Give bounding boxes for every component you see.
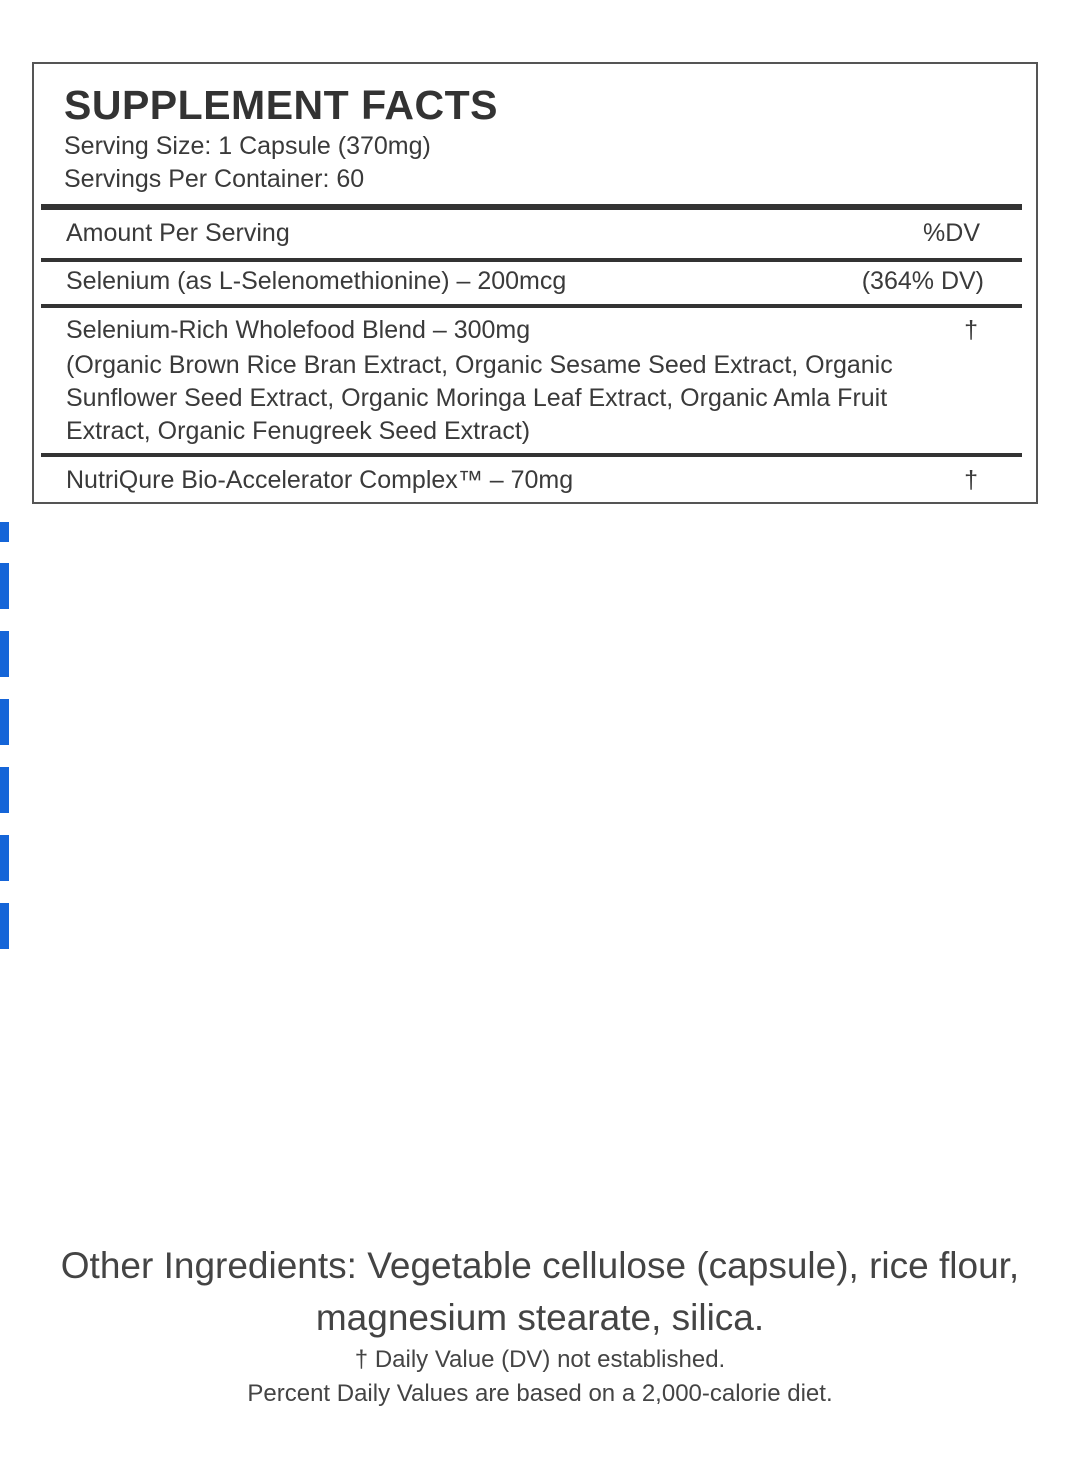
edge-dash	[0, 522, 9, 542]
edge-dash	[0, 631, 9, 677]
amount-per-serving-label: Amount Per Serving	[66, 219, 290, 247]
selenium-row-name: Selenium (as L-Selenomethionine) – 200mcg	[66, 267, 567, 295]
edge-dash	[0, 835, 9, 881]
bio-accelerator-dagger: †	[964, 466, 978, 494]
edge-dash	[0, 699, 9, 745]
edge-dash	[0, 903, 9, 949]
bio-accelerator-name: NutriQure Bio-Accelerator Complex™ – 70mg	[66, 466, 574, 494]
servings-per-container: Servings Per Container: 60	[64, 165, 365, 193]
selenium-row-dv: (364% DV)	[861, 267, 984, 295]
serving-size: Serving Size: 1 Capsule (370mg)	[64, 132, 431, 160]
other-ingredients: Other Ingredients: Vegetable cellulose (capsule), rice flour, magnesium stearate, silica.	[60, 1245, 1020, 1338]
divider	[41, 453, 1022, 457]
edge-dash	[0, 767, 9, 813]
facts-title: SUPPLEMENT FACTS	[64, 82, 498, 128]
divider	[41, 258, 1022, 262]
dv-column-label: %DV	[923, 219, 980, 247]
wholefood-blend-dagger: †	[964, 316, 978, 344]
dv-footnote: † Daily Value (DV) not established.	[354, 1346, 726, 1373]
wholefood-blend-ingredients: (Organic Brown Rice Bran Extract, Organic Sesame Seed Extract, Organic Sunflower Seed Extract, Organic Moringa Leaf Extract, Organic Amla Fruit Extract, Organic Fenugreek Seed Extract)	[66, 351, 893, 445]
thick-divider	[41, 204, 1022, 210]
wholefood-blend-name: Selenium-Rich Wholefood Blend – 300mg	[66, 316, 531, 344]
supplement-facts-panel	[32, 62, 1038, 504]
edge-dash	[0, 563, 9, 609]
divider	[41, 304, 1022, 308]
percent-dv-footnote: Percent Daily Values are based on a 2,000-calorie diet.	[247, 1380, 833, 1407]
